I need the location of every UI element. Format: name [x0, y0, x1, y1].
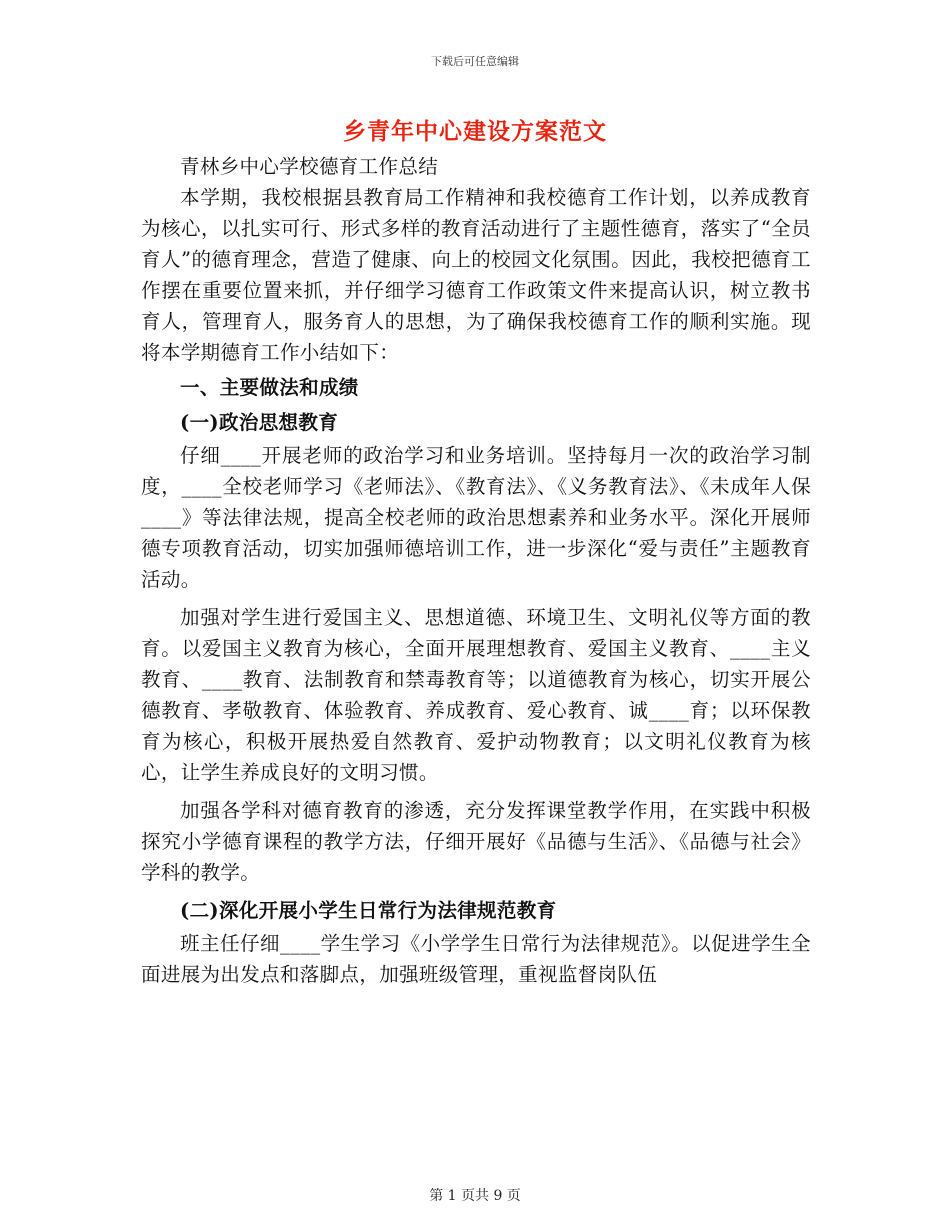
section-heading-1: 一、主要做法和成绩: [180, 376, 359, 399]
document-body: [141, 151, 811, 990]
paragraph-daily-conduct: 班主任仔细____学生学习《小学学生日常行为法律规范》。以促进学生全面进展为出发点和落脚点，加强班级管理，重视监督岗队伍: [141, 932, 811, 986]
document-title: 乡青年中心建设方案范文: [343, 118, 607, 145]
paragraph-intro: 本学期，我校根据县教育局工作精神和我校德育工作计划，以养成教育为核心，以扎实可行、形式多样的教育活动进行了主题性德育，落实了“全员育人”的德育理念，营造了健康、向上的校园文化氛围。因此，我校把德育工作摆在重要位置来抓，并仔细学习德育工作政策文件来提高认识，树立教书育人，管理育人，服务育人的思想，为了确保我校德育工作的顺利实施。现将本学期德育工作小结如下：: [141, 186, 811, 364]
paragraph-subtitle: 青林乡中心学校德育工作总结: [180, 155, 439, 178]
paragraph-political-study: 仔细____开展老师的政治学习和业务培训。坚持每月一次的政治学习制度，____全校老师学习《老师法》、《教育法》、《义务教育法》、《未成年人保____》等法律法规，提高全校老师的政治思想素养和业务水平。深化开展师德专项教育活动，切实加强师德培训工作，进一步深化“爱与责任”主题教育活动。: [141, 444, 811, 591]
header-note: 下载后可任意编辑: [431, 55, 519, 68]
page-footer: 第 1 页共 9 页: [429, 1188, 521, 1204]
subsection-heading-1: (一)政治思想教育: [180, 411, 339, 434]
subsection-heading-2: (二)深化开展小学生日常行为法律规范教育: [180, 899, 557, 922]
paragraph-student-education: 加强对学生进行爱国主义、思想道德、环境卫生、文明礼仪等方面的教育。以爱国主义教育为核心，全面开展理想教育、爱国主义教育、____主义教育、____教育、法制教育和禁毒教育等；以道德教育为核心，切实开展公德教育、孝敬教育、体验教育、养成教育、爱心教育、诚____育；以环保教育为核心，积极开展热爱自然教育、爱护动物教育；以文明礼仪教育为核心，让学生养成良好的文明习惯。: [141, 606, 811, 784]
paragraph-subject-integration: 加强各学科对德育教育的渗透，充分发挥课堂教学作用，在实践中积极探究小学德育课程的教学方法，仔细开展好《品德与生活》、《品德与社会》学科的教学。: [141, 799, 811, 884]
